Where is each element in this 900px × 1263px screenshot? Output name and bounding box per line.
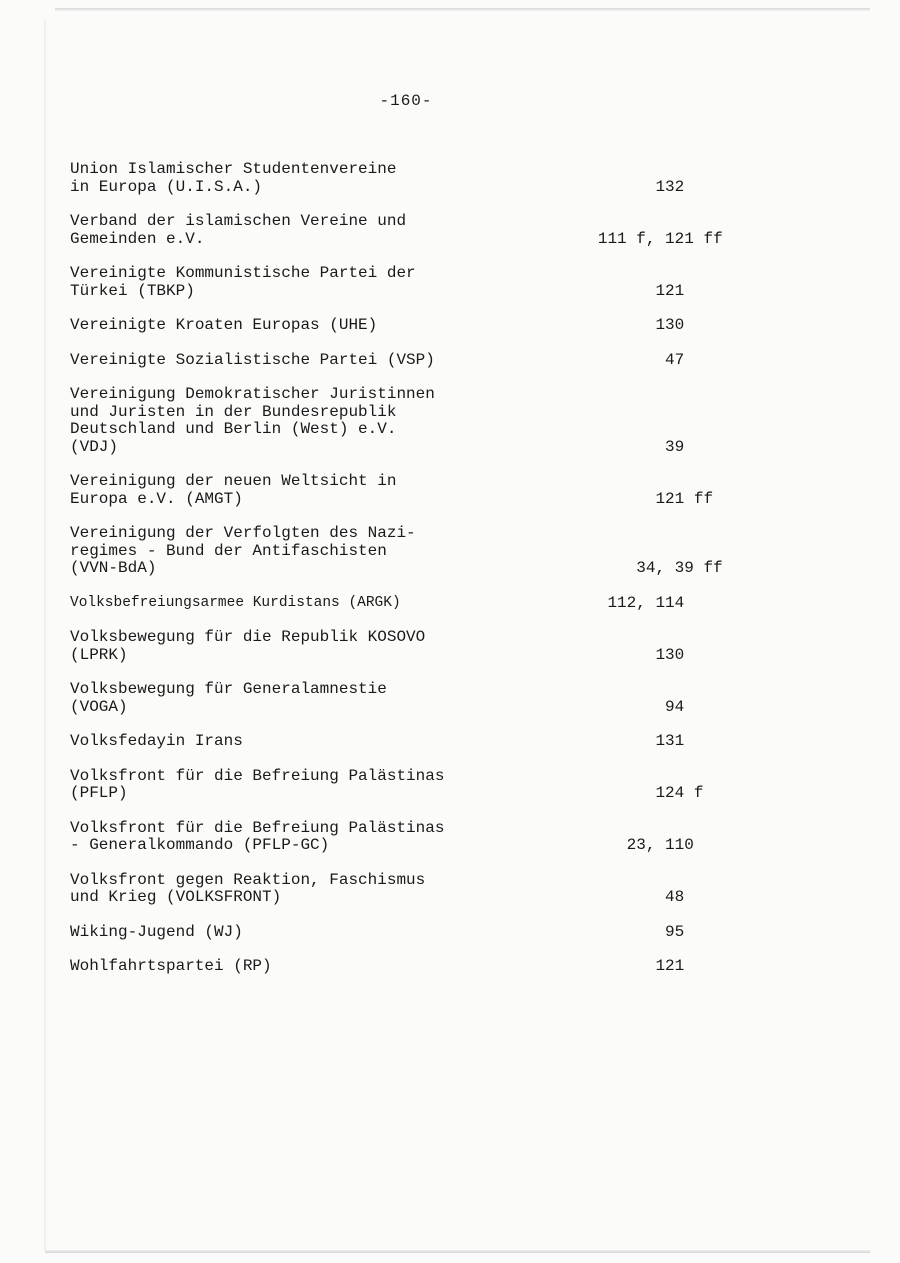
index-entry <box>70 161 770 196</box>
index-entry <box>70 629 770 664</box>
entry-name: Wohlfahrtspartei (RP) <box>70 957 272 975</box>
index-entry <box>70 213 770 248</box>
entry-name: Volksbefreiungsarmee Kurdistans (ARGK) <box>70 594 401 611</box>
entry-pages: 112, 114 <box>597 593 685 612</box>
entry-pages: 131 <box>597 732 685 750</box>
index-entry <box>70 265 770 300</box>
entry-name: Volksfront gegen Reaktion, Faschismus und Krieg (VOLKSFRONT) <box>70 870 426 906</box>
entry-pages: 121 ff <box>597 489 714 508</box>
entry-pages: 47 <box>597 350 685 369</box>
entry-name: Vereinigte Kommunistische Partei der Türkei (TBKP) <box>70 264 416 300</box>
page-number: -160- <box>379 92 433 110</box>
entry-pages: 94 <box>597 697 685 716</box>
entry-pages: 121 <box>597 281 685 300</box>
entry-pages: 130 <box>597 316 685 334</box>
entry-name: Vereinigung der Verfolgten des Nazi- regimes - Bund der Antifaschisten (VVN-BdA) <box>70 524 416 577</box>
entry-name: Volksfront für die Befreiung Palästinas - Generalkommando (PFLP-GC) <box>70 818 445 854</box>
index-entry <box>70 352 770 370</box>
index-entry <box>70 317 770 335</box>
entry-pages: 23, 110 <box>597 836 694 854</box>
entry-pages: 121 <box>597 957 685 975</box>
index-entry <box>70 733 770 751</box>
index-entry <box>70 958 770 976</box>
index-entry <box>70 872 770 907</box>
entry-name: Vereinigte Sozialistische Partei (VSP) <box>70 350 435 369</box>
entry-name: Volksfedayin Irans <box>70 732 243 750</box>
entry-pages: 39 <box>597 437 685 456</box>
index-entry <box>70 386 770 456</box>
index-entries <box>70 161 770 993</box>
page-top-edge <box>55 8 870 11</box>
entry-pages: 132 <box>597 177 685 196</box>
entry-pages: 95 <box>597 922 685 941</box>
index-entry <box>70 820 770 855</box>
index-entry <box>70 924 770 942</box>
entry-name: Volksbewegung für Generalamnestie (VOGA) <box>70 680 387 716</box>
entry-name: Vereinigung der neuen Weltsicht in Europa e.V. (AMGT) <box>70 472 397 508</box>
index-entry <box>70 473 770 508</box>
entry-pages: 124 f <box>597 784 704 802</box>
page-bottom-edge <box>45 1250 870 1253</box>
index-entry <box>70 768 770 803</box>
entry-pages: 111 f, 121 ff <box>597 229 723 248</box>
index-entry <box>70 525 770 578</box>
entry-name: Vereinigung Demokratischer Juristinnen und Juristen in der Bundesrepublik Deutschland und Berlin (West) e.V. (VDJ) <box>70 385 435 456</box>
entry-pages: 48 <box>597 888 685 906</box>
entry-pages: 34, 39 ff <box>597 559 723 577</box>
index-entry <box>70 681 770 716</box>
entry-pages: 130 <box>597 645 685 664</box>
page-left-edge <box>44 20 46 1250</box>
entry-name: Volksbewegung für die Republik KOSOVO (LPRK) <box>70 628 426 664</box>
index-entry <box>70 595 770 613</box>
entry-name: Union Islamischer Studentenvereine in Europa (U.I.S.A.) <box>70 160 397 196</box>
entry-name: Verband der islamischen Vereine und Gemeinden e.V. <box>70 212 407 248</box>
entry-name: Volksfront für die Befreiung Palästinas (PFLP) <box>70 766 445 802</box>
entry-name: Vereinigte Kroaten Europas (UHE) <box>70 316 378 334</box>
entry-name: Wiking-Jugend (WJ) <box>70 922 243 941</box>
